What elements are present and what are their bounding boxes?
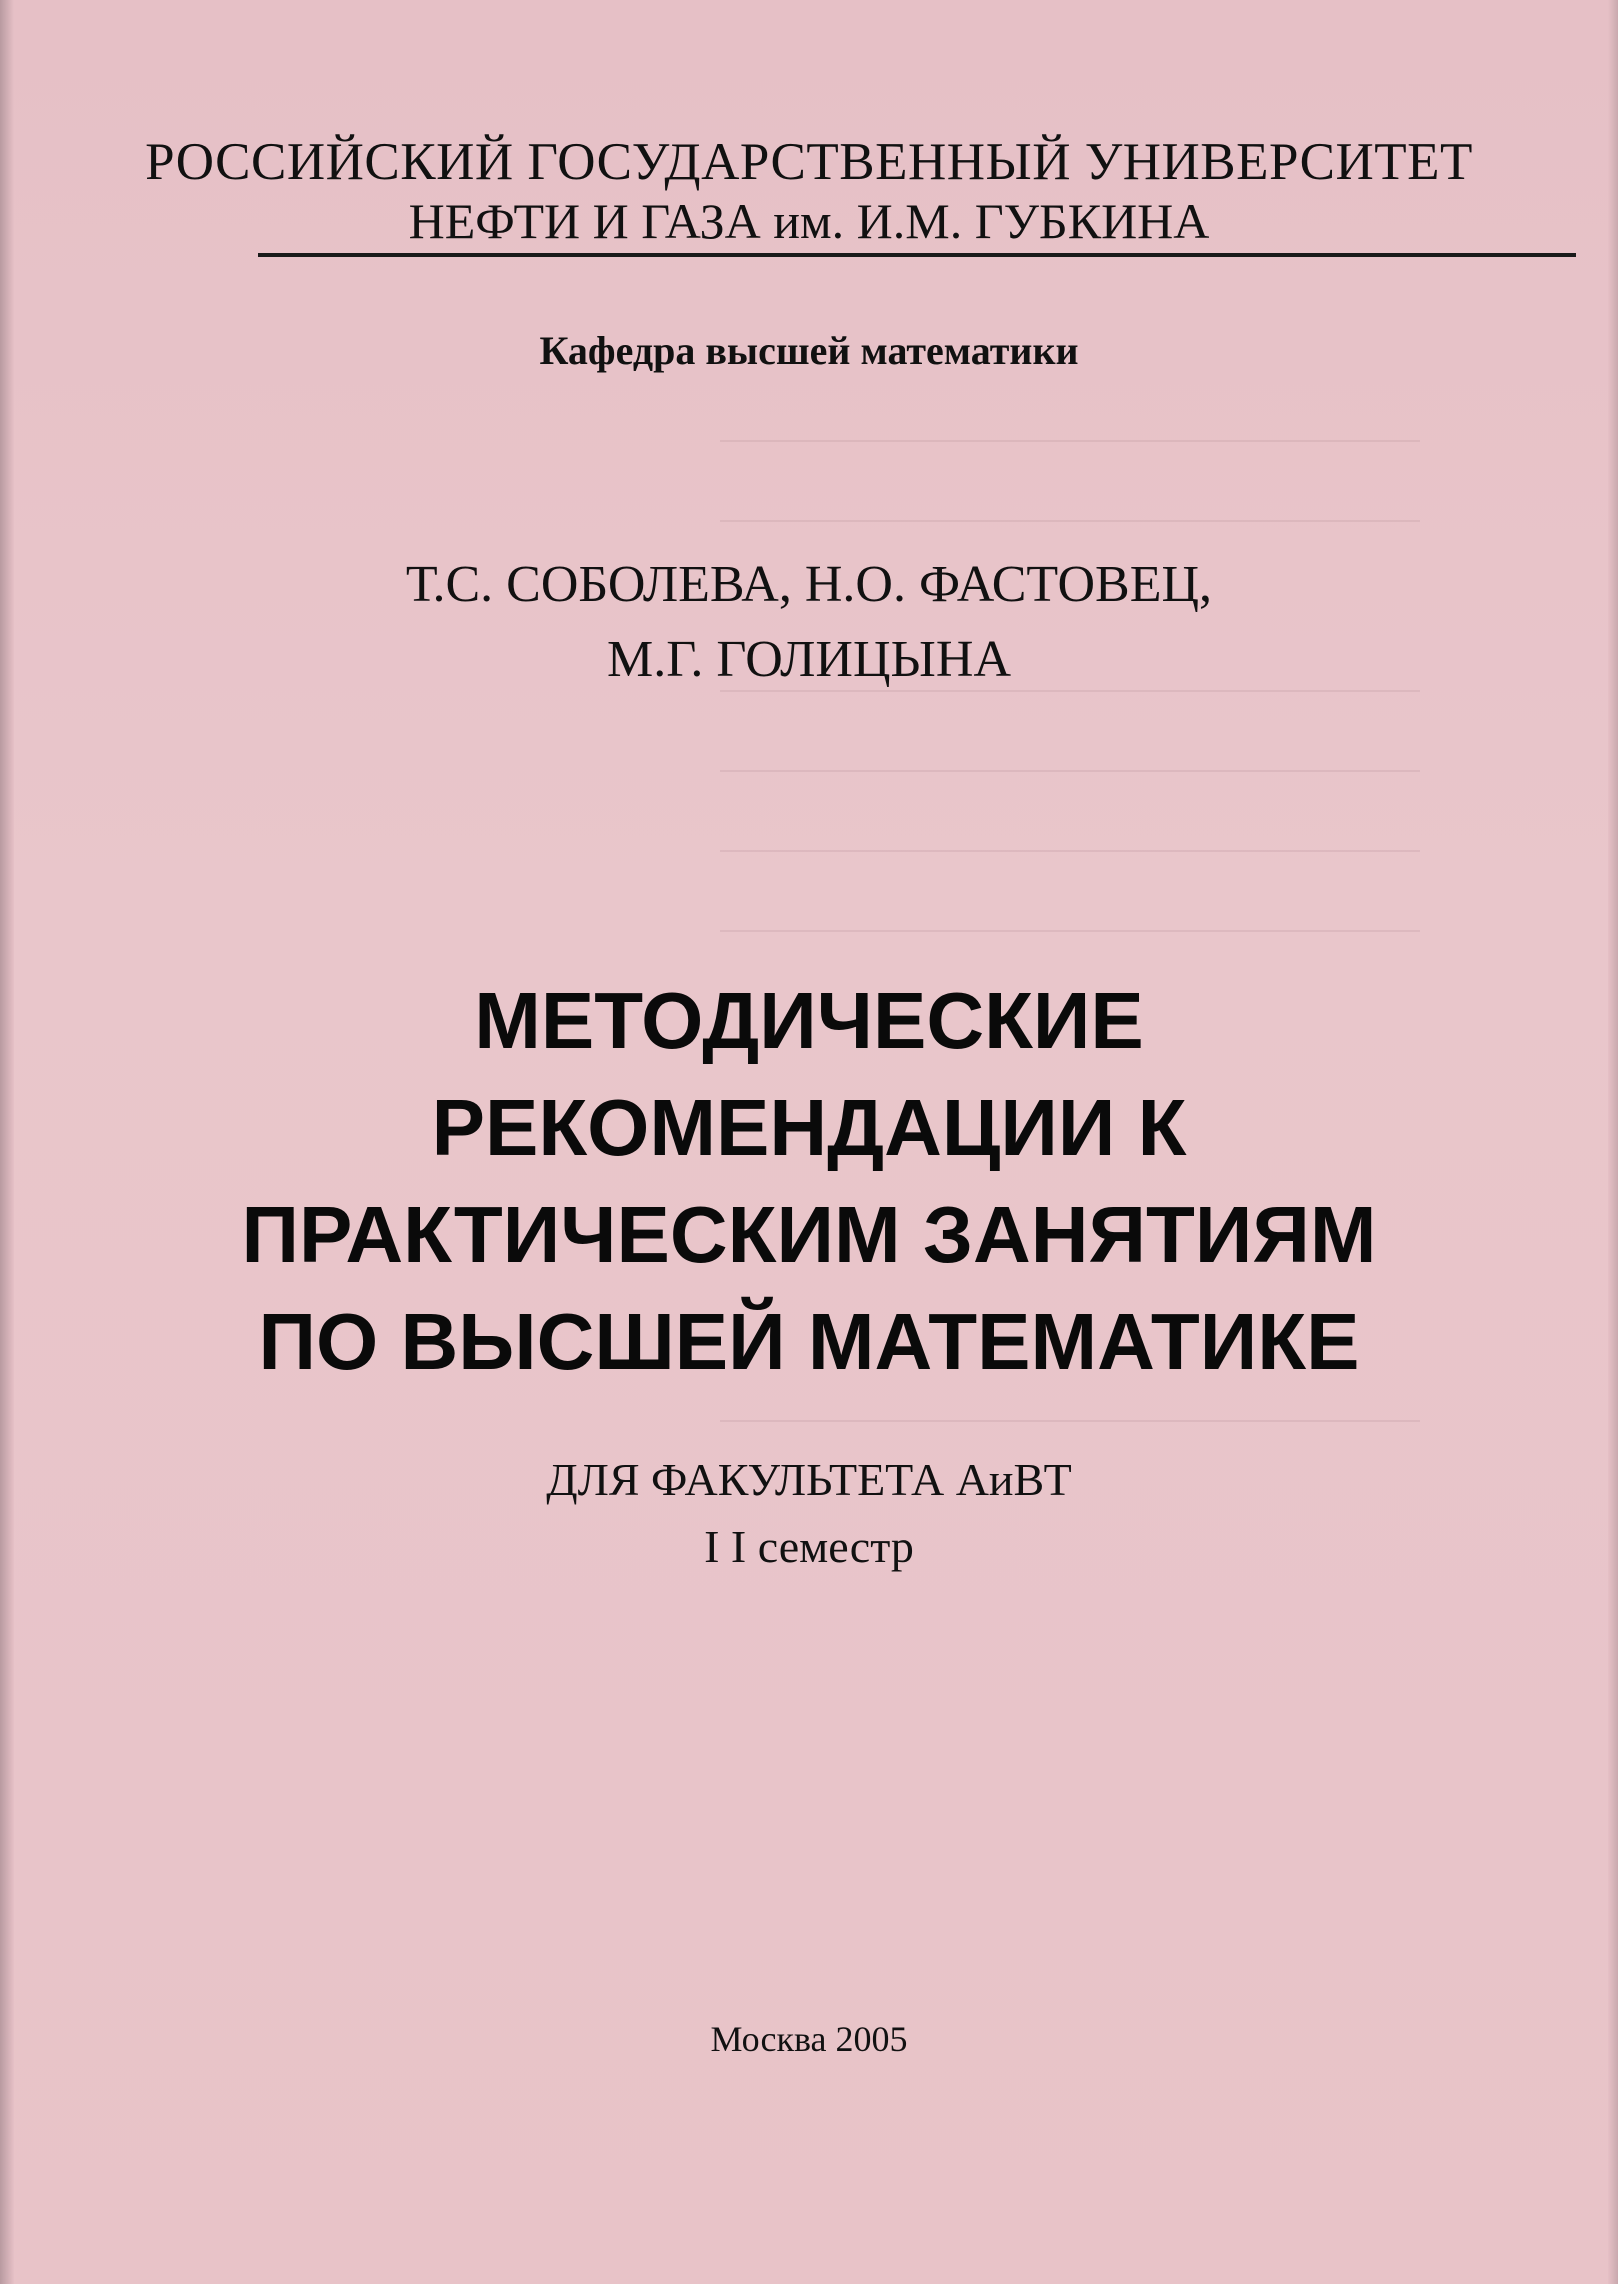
show-through-line	[720, 690, 1420, 692]
show-through-line	[720, 520, 1420, 522]
faculty-label: ДЛЯ ФАКУЛЬТЕТА АиВТ	[546, 1454, 1072, 1505]
show-through-line	[720, 770, 1420, 772]
authors-line1: Т.С. СОБОЛЕВА, Н.О. ФАСТОВЕЦ,	[405, 556, 1213, 613]
show-through-line	[720, 440, 1420, 442]
title-line2: РЕКОМЕНДАЦИИ К	[431, 1083, 1187, 1172]
header-divider	[258, 253, 1576, 257]
university-name-line1: РОССИЙСКИЙ ГОСУДАРСТВЕННЫЙ УНИВЕРСИТЕТ	[145, 133, 1473, 191]
publication-city-year: Москва 2005	[710, 2019, 908, 2059]
show-through-line	[720, 850, 1420, 852]
show-through-line	[720, 930, 1420, 932]
department-name: Кафедра высшей математики	[539, 328, 1079, 373]
semester-label: I I семестр	[704, 1521, 914, 1572]
show-through-line	[720, 1420, 1420, 1422]
authors-line2: М.Г. ГОЛИЦЫНА	[607, 631, 1011, 688]
title-line4: ПО ВЫСШЕЙ МАТЕМАТИКЕ	[258, 1297, 1360, 1386]
title-line3: ПРАКТИЧЕСКИМ ЗАНЯТИЯМ	[241, 1190, 1377, 1279]
university-name-line2: НЕФТИ И ГАЗА им. И.М. ГУБКИНА	[408, 193, 1210, 249]
title-line1: МЕТОДИЧЕСКИЕ	[474, 976, 1144, 1065]
